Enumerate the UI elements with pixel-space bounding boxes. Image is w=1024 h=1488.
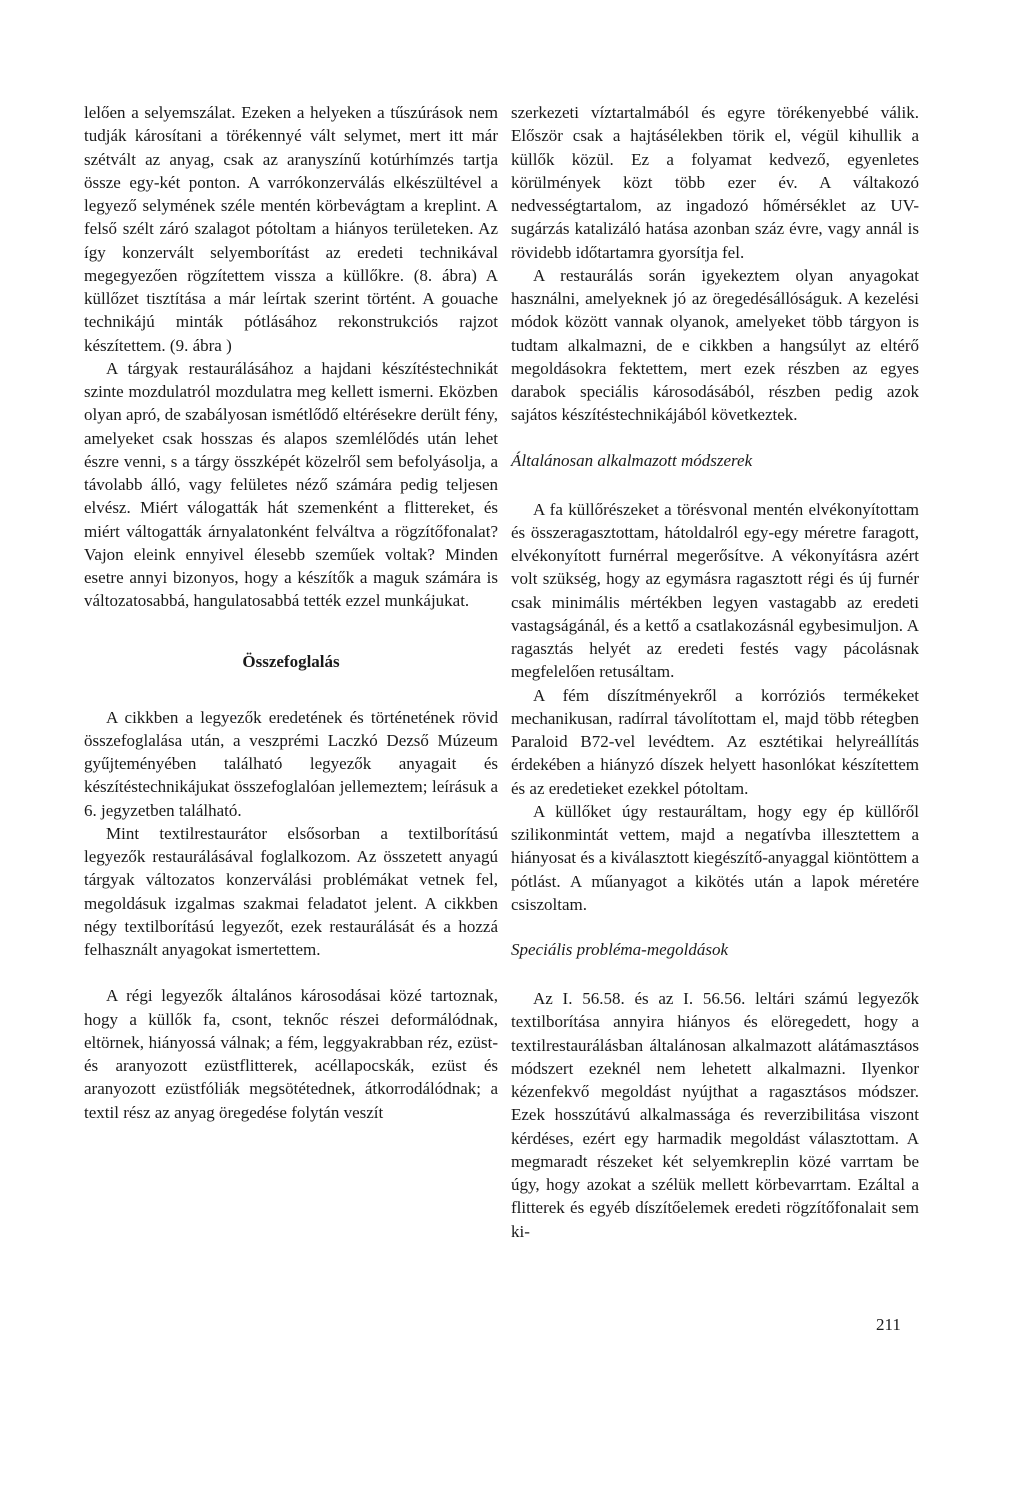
right-paragraph-6: Az I. 56.58. és az I. 56.56. leltári számú legyezők textilborítása annyira hiányos és elöregedett, hogy a textilrestaurálásban általánosan alkalmazott alátámasztásos módszert ezeknél nem lehetett alkalmazni. Ilyenkor kézenfekvő megoldást nyújthat a ragasztásos módszer. Ezek hosszútávú alkalmassága és reverzibilitása viszont kérdéses, ezért egy harmadik megoldást választottam. A megmaradt részeket két selyemkreplin közé varrtam be úgy, hogy azokat a szélük mellett körbevarrtam. Ezáltal a flitterek és egyéb díszítőelemek eredeti rögzítőfonalait sem ki- bbox=[511, 989, 919, 1241]
special-solutions-heading: Speciális probléma-megoldások bbox=[511, 940, 729, 959]
page-number: 211 bbox=[876, 1315, 901, 1334]
right-paragraph-4: A fém díszítményekről a korróziós termékeket mechanikusan, radírral távolítottam el, majd több rétegben Paraloid B72-vel levédtem. Az esztétikai helyreállítás érdekében a hiányzó díszek helyett hasonlókat készítettem és az eredetieket ezekkel pótoltam. bbox=[511, 685, 919, 798]
left-column bbox=[84, 101, 498, 1124]
right-column bbox=[511, 101, 919, 1243]
left-paragraph-3: A cikkben a legyezők eredetének és történetének rövid összefoglalása után, a veszprémi Laczkó Dezső Múzeum gyűjteményében található legyezők anyagait és készítéstechnikájukat összefoglalóan jellemeztem; leírásuk a 6. jegyzetben található. bbox=[84, 707, 498, 820]
left-paragraph-1: lelően a selyemszálat. Ezeken a helyeken a tűszúrások nem tudják károsítani a törékennyé vált selymet, mert itt már szétvált az anyag, csak az aranyszínű kotúrhímzés tartja össze egy-két ponton. A varrókonzerválás elkészültével a legyező selymének széle mentén körbevágtam a kreplint. A felső szélt záró szalagot pótoltam a hiányos területeken. Az így konzervált selyemborítást az eredeti technikával megegyezően rögzítettem vissza a küllőkre. (8. ábra) A küllőzet tisztítása a már leírtak szerint történt. A gouache technikájú minták pótlásához rekonstrukciós rajzot készítettem. (9. ábra ) bbox=[84, 103, 498, 355]
right-paragraph-2: A restaurálás során igyekeztem olyan anyagokat használni, amelyeknek jó az öregedésállóságuk. A kezelési módok között vannak olyanok, amelyeket több tárgyon is tudtam alkalmazni, de e cikkben a hangsúlyt az eltérő megoldásokra fektettem, mert ezek részben az egyes darabok speciális károsodásából, részben pedig azok sajátos készítéstechnikájából következtek. bbox=[511, 265, 919, 425]
right-paragraph-5: A küllőket úgy restauráltam, hogy egy ép küllőről szilikonmintát vettem, majd a negatívba illesztettem a hiányosat és a kiválasztott kiegészítő-anyaggal kiöntöttem a pótlást. A műanyagot a kikötés után a lapok méretére csiszoltam. bbox=[511, 801, 919, 914]
summary-heading: Összefoglalás bbox=[242, 651, 340, 671]
right-paragraph-3: A fa küllőrészeket a törésvonal mentén elvékonyítottam és összeragasztottam, hátoldalról egy-egy méretre faragott, elvékonyított furnérral megerősítve. A vékonyításra azért volt szükség, hogy az egymásra ragasztott régi és új furnér csak minimális mértékben legyen vastagabb az eredeti vastagságánál, és a kettő a csatlakozásnál egybesimuljon. A ragasztás helyét az eredeti festés vagy pácolásnak megfelelően retusáltam. bbox=[511, 499, 919, 682]
left-paragraph-4: Mint textilrestaurátor elsősorban a textilborítású legyezők restaurálásával foglalkozom. Az összetett anyagú tárgyak változatos konzerválási problémákat vetnek fel, megoldásuk izgalmas szakmai feladatot jelent. A cikkben négy textilborítású legyezőt, ezek restaurálását és a hozzá felhasznált anyagokat ismertettem. bbox=[84, 823, 498, 959]
left-paragraph-5: A régi legyezők általános károsodásai közé tartoznak, hogy a küllők fa, csont, teknőc részei deformálódnak, eltörnek, hiányossá válnak; a fém, leggyakrabban réz, ezüst- és aranyozott ezüstflitterek, acéllapocskák, ezüst és aranyozott ezüstfóliák megsötétednek, átkorrodálódnak; a textil rész az anyag öregedése folytán veszít bbox=[84, 986, 498, 1122]
left-paragraph-2: A tárgyak restaurálásához a hajdani készítéstechnikát szinte mozdulatról mozdulatra meg kellett ismerni. Eközben olyan apró, de szabályosan ismétlődő eltérésekre derült fény, amelyeket csak hosszas és alapos szemlélődés után lehet észre venni, s a tárgy összképét közelről sem befolyásolja, a távolabb álló, vagy felületes néző számára pedig teljesen elvész. Miért válogatták hát szemenként a flittereket, és miért váltogatták árnyalatonként felváltva a rögzítőfonalat? Vajon eleink ennyivel élesebb szeműek voltak? Minden esetre annyi bizonyos, hogy a készítők a maguk számára is változatosabbá, hangulatosabbá tették ezzel munkájukat. bbox=[84, 358, 498, 611]
general-methods-heading: Általánosan alkalmazott módszerek bbox=[511, 450, 753, 470]
right-paragraph-1: szerkezeti víztartalmából és egyre törékenyebbé válik. Először csak a hajtásélekben törik el, végül kihullik a küllők közül. Ez a folyamat kedvező, egyenletes körülmények közt több ezer év. A váltakozó nedvességtartalom, az ingadozó hőmérséklet az UV-sugárzás katalizáló hatása azonban száz évre, vagy annál is rövidebb időtartamra gyorsítja fel. bbox=[511, 103, 919, 262]
